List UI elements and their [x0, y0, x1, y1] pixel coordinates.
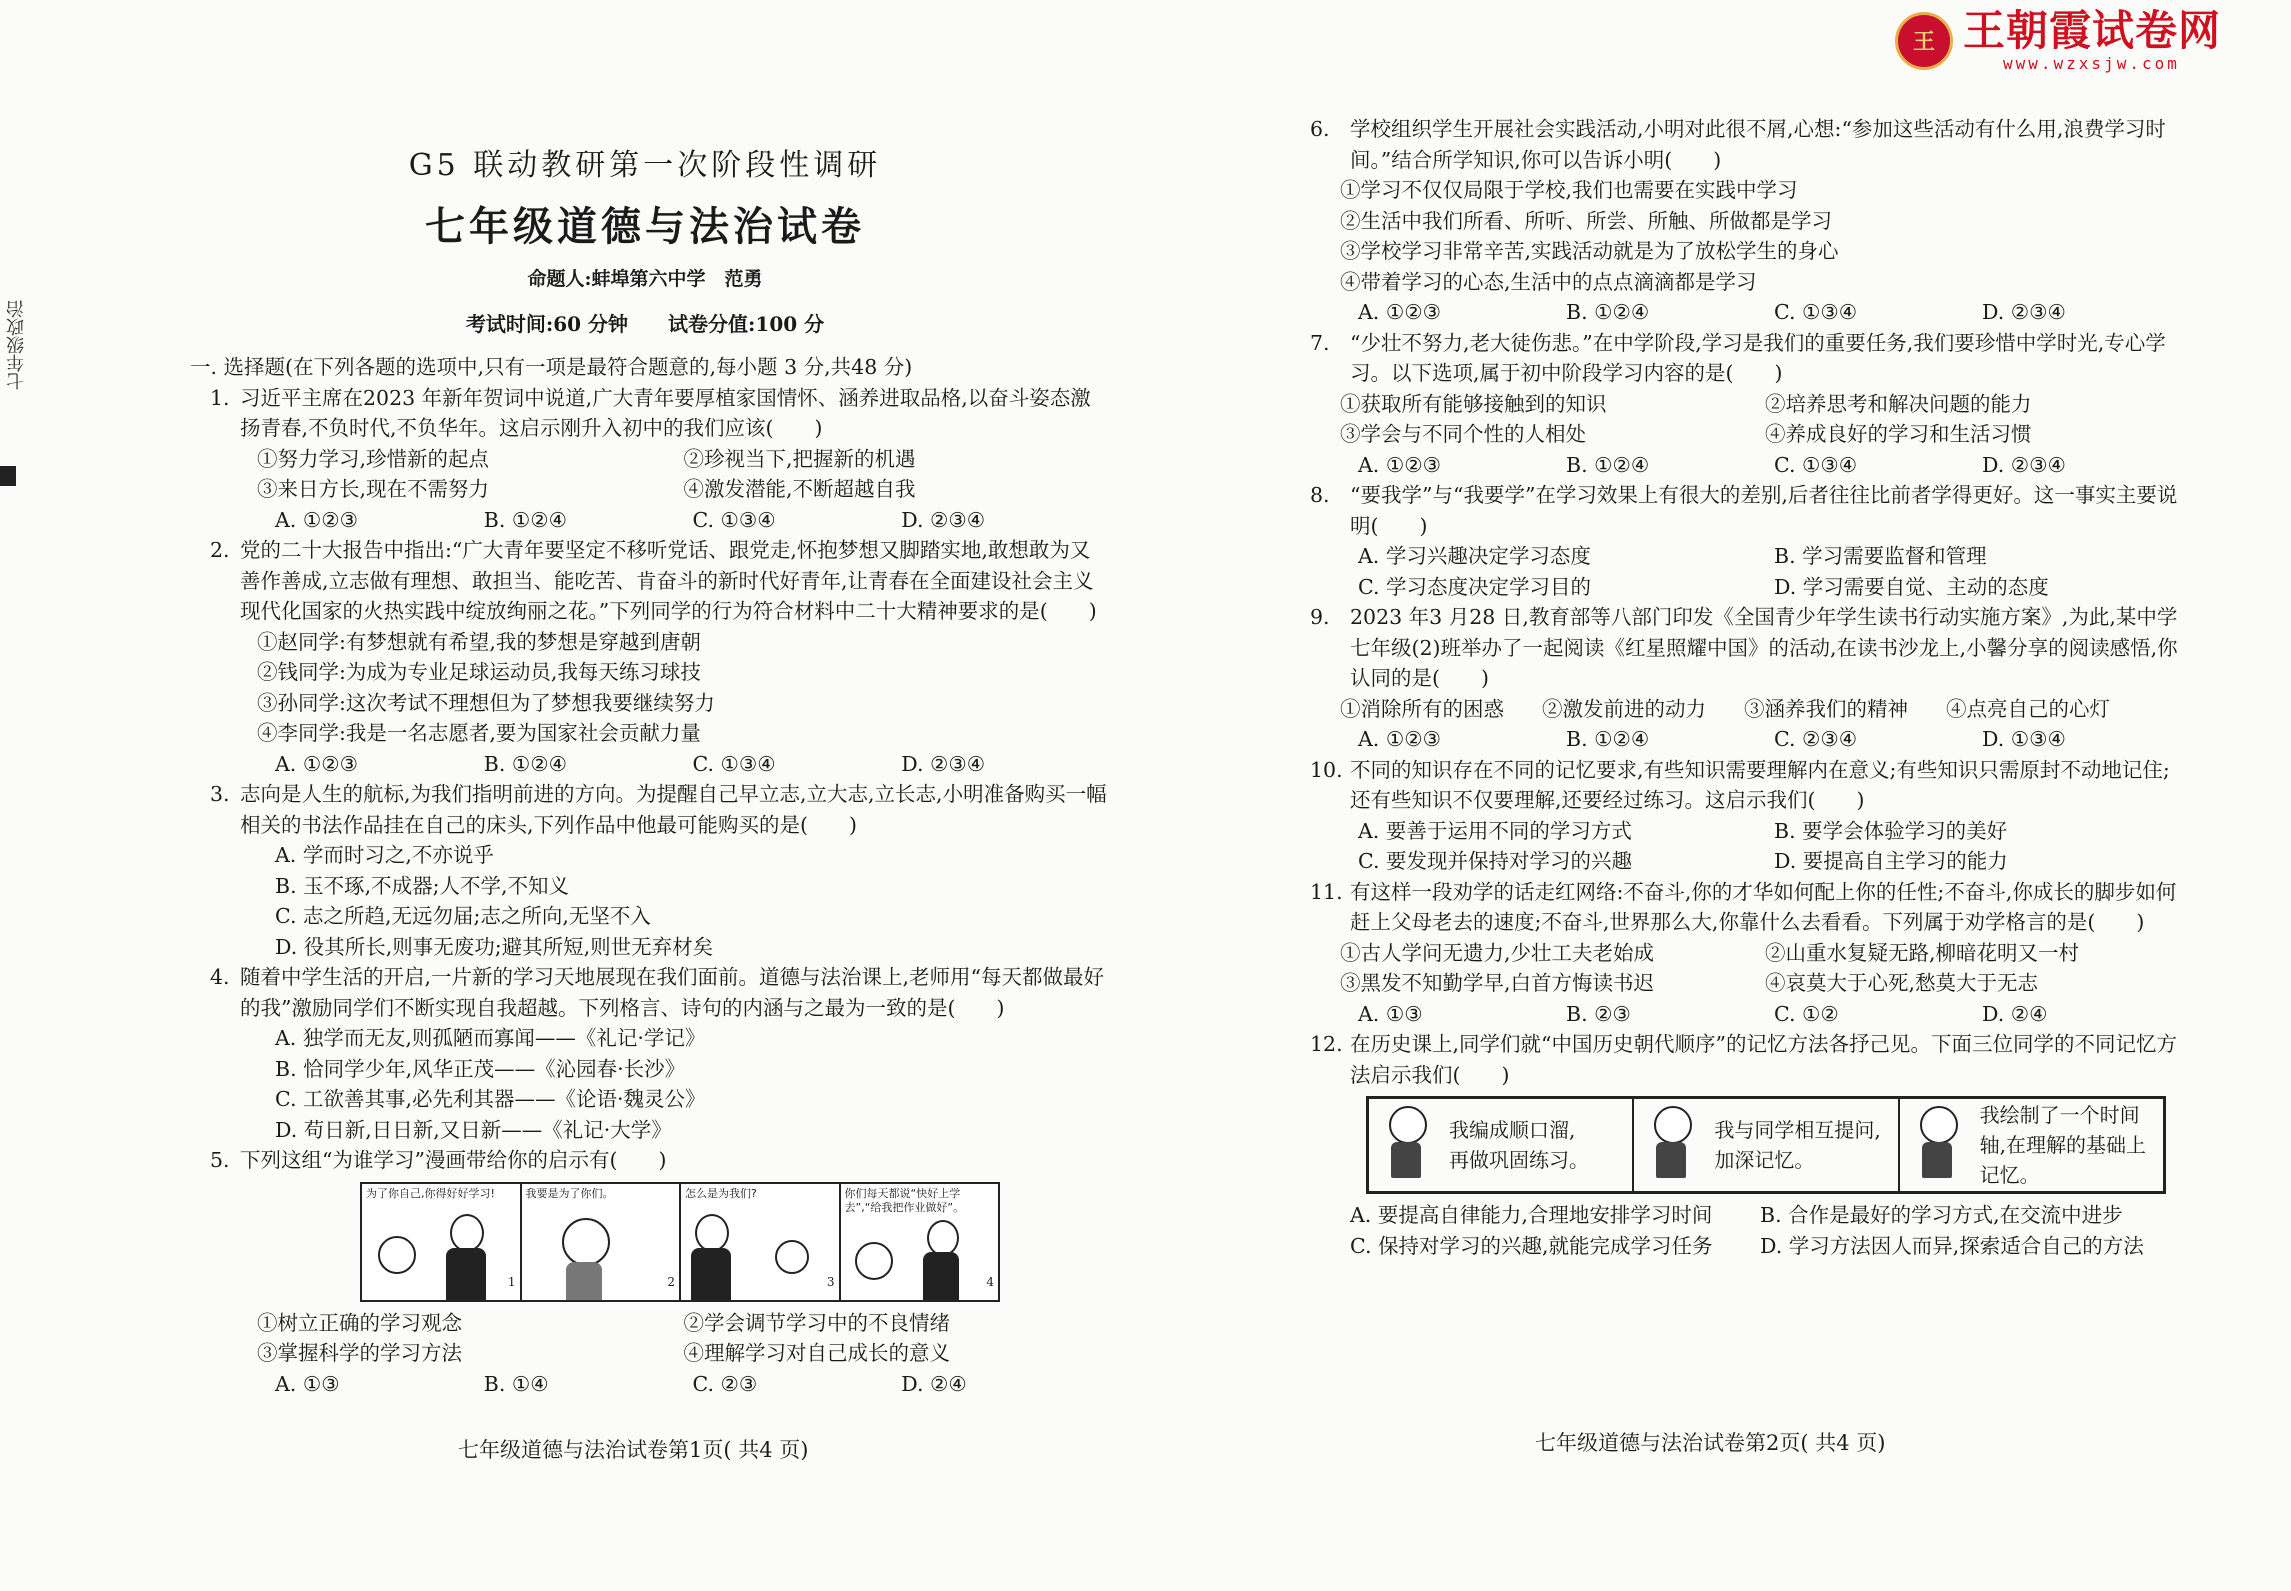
question-number: 11.: [1310, 879, 1343, 904]
question-5: [180, 1145, 1110, 1399]
option-b[interactable]: B. ①④: [483, 1371, 549, 1396]
option-d[interactable]: D. ②④: [901, 1371, 967, 1396]
speech-text: 我绘制了一个时间轴,在理解的基础上记忆。: [1979, 1103, 2147, 1187]
option-b[interactable]: B. ①②④: [1566, 452, 1650, 477]
question-stem: 习近平主席在2023 年新年贺词中说道,广大青年要厚植家国情怀、涵养进取品格,以奋斗姿态激扬青春,不负时代,不负华年。这启示刚升入初中的我们应该( ): [240, 385, 1091, 440]
statement: ①努力学习,珍惜新的起点: [257, 446, 490, 471]
statement: ①赵同学:有梦想就有希望,我的梦想是穿越到唐朝: [257, 629, 701, 654]
statement: ③掌握科学的学习方法: [257, 1341, 462, 1365]
option-b[interactable]: B. ①②④: [483, 507, 567, 532]
question-11: [1310, 877, 2190, 1030]
question-number: 2.: [210, 538, 230, 562]
option-c[interactable]: C. ②③: [692, 1371, 758, 1396]
option-a[interactable]: A. ①②③: [275, 507, 358, 532]
option-c[interactable]: C. ①③④: [1774, 300, 1858, 324]
question-stem: 下列这组“为谁学习”漫画带给你的启示有( ): [240, 1148, 667, 1172]
comic-frame-4: [841, 1184, 999, 1300]
question-number: 7.: [1310, 330, 1330, 355]
option-d[interactable]: D. ②③④: [1982, 452, 2066, 477]
option-a[interactable]: A. 要善于运用不同的学习方式: [1358, 818, 1632, 843]
question-stem: 志向是人生的航标,为我们指明前进的方向。为提醒自己早立志,立大志,立长志,小明准备购买一幅相关的书法作品挂在自己的床头,下列作品中他最可能购买的是( ): [240, 782, 1107, 837]
question-9: [1310, 602, 2190, 755]
option-d[interactable]: D. 学习需要自觉、主动的态度: [1774, 574, 2049, 599]
exam-subtitle: G5 联动教研第一次阶段性调研: [408, 148, 882, 183]
question-stem: 学校组织学生开展社会实践活动,小明对此很不屑,心想:“参加这些活动有什么用,浪费学习时间。”结合所学知识,你可以告诉小明( ): [1350, 117, 2166, 172]
statement: ④养成良好的学习和生活习惯: [1765, 422, 2032, 446]
statement: ①消除所有的困惑: [1340, 696, 1504, 721]
comic-caption: 你们每天都说“快好上学去”,“给我把作业做好”。: [844, 1186, 965, 1214]
site-logo[interactable]: [1895, 8, 2221, 73]
statement: ③来日方长,现在不需努力: [257, 477, 490, 501]
comic-caption: 为了你自己,你得好好学习!: [366, 1186, 495, 1200]
option-a[interactable]: A. ①②③: [275, 751, 358, 776]
question-stem: 有这样一段劝学的话走红网络:不奋斗,你的才华如何配上你的任性;不奋斗,你成长的脚步如何赶上父母老去的速度;不奋斗,世界那么大,你靠什么去看看。下列属于劝学格言的是( ): [1350, 879, 2177, 934]
question-3: [180, 779, 1110, 962]
option-a[interactable]: A. ①②③: [1358, 300, 1441, 324]
comic-caption: 怎么是为我们?: [685, 1186, 757, 1200]
boy-icon: [1642, 1102, 1702, 1188]
option-a[interactable]: A. 学习兴趣决定学习态度: [1358, 544, 1591, 568]
option-b[interactable]: B. ①②④: [483, 751, 567, 776]
option-a[interactable]: A. ①②③: [1358, 452, 1441, 477]
option-c[interactable]: C. ②③④: [1774, 727, 1858, 751]
option-b[interactable]: B. 恰同学少年,风华正茂——《沁园春·长沙》: [275, 1056, 686, 1081]
question-number: 6.: [1310, 117, 1330, 141]
option-d[interactable]: D. 学习方法因人而异,探索适合自己的方法: [1760, 1233, 2144, 1258]
student-icon: [1908, 1102, 1968, 1188]
question-10: [1310, 755, 2190, 877]
option-d[interactable]: D. 役其所长,则事无废功;避其所短,则世无弃材矣: [275, 934, 714, 959]
option-a[interactable]: A. 要提高自律能力,合理地安排学习时间: [1350, 1203, 1713, 1227]
statement: ③涵养我们的精神: [1744, 696, 1908, 721]
option-d[interactable]: D. ②③④: [1982, 300, 2066, 324]
comic-strip: [360, 1182, 1000, 1302]
side-subject-tag: 七年级政治: [6, 300, 27, 390]
question-number: 9.: [1310, 605, 1330, 629]
option-b[interactable]: B. 合作是最好的学习方式,在交流中进步: [1760, 1203, 2123, 1227]
binding-mark: [0, 466, 16, 486]
question-number: 12.: [1310, 1032, 1343, 1056]
page1-questions: [180, 352, 1110, 1399]
question-12: [1310, 1029, 2190, 1261]
question-8: [1310, 480, 2190, 602]
option-c[interactable]: C. 志之所趋,无远勿届;志之所向,无坚不入: [275, 904, 651, 928]
statement: ④点亮自己的心灯: [1946, 696, 2110, 721]
option-b[interactable]: B. ①②④: [1566, 727, 1650, 751]
page2-questions: [1310, 114, 2190, 1261]
question-6: [1310, 114, 2190, 328]
statement: ②钱同学:为成为专业足球运动员,我每天练习球技: [257, 660, 701, 684]
option-a[interactable]: A. 学而时习之,不亦说乎: [275, 843, 494, 867]
page-footer: 七年级道德与法治试卷第2页( 共4 页): [1535, 1431, 1886, 1455]
option-c[interactable]: C. 要发现并保持对学习的兴趣: [1358, 849, 1632, 873]
question-1: [180, 383, 1110, 536]
statement: ①获取所有能够接触到的知识: [1340, 391, 1607, 416]
statement: ④李同学:我是一名志愿者,要为国家社会贡献力量: [257, 721, 701, 745]
option-d[interactable]: D. 苟日新,日日新,又日新——《礼记·大学》: [275, 1117, 672, 1142]
question-number: 5.: [210, 1148, 230, 1172]
question-stem: 2023 年3 月28 日,教育部等八部门印发《全国青少年学生读书行动实施方案》,为此,某中学七年级(2)班举办了一起阅读《红星照耀中国》的活动,在读书沙龙上,小馨分享的阅读感悟,你认同的是( ): [1350, 605, 2178, 690]
exam-info: 考试时间:60 分钟 试卷分值:100 分: [465, 312, 825, 336]
exam-title: 七年级道德与法治试卷: [425, 204, 865, 250]
option-b[interactable]: B. 学习需要监督和管理: [1774, 544, 1987, 568]
comic-caption: 我要是为了你们。: [525, 1186, 614, 1200]
question-4: [180, 962, 1110, 1145]
option-d[interactable]: D. ①③④: [1982, 727, 2066, 751]
option-c[interactable]: C. 学习态度决定学习目的: [1358, 574, 1591, 599]
statement: ④带着学习的心态,生活中的点点滴滴都是学习: [1340, 269, 1757, 294]
statement: ④哀莫大于心死,愁莫大于无志: [1765, 971, 2039, 995]
section-heading: 一. 选择题(在下列各题的选项中,只有一项是最符合题意的,每小题 3 分,共48 分): [190, 355, 913, 379]
option-d[interactable]: D. ②③④: [901, 507, 986, 532]
option-c[interactable]: C. 工欲善其事,必先利其器——《论语·魏灵公》: [275, 1087, 706, 1111]
question-number: 10.: [1310, 757, 1343, 782]
option-c[interactable]: C. ①②: [1774, 1001, 1839, 1026]
question-stem: “要我学”与“我要学”在学习效果上有很大的差别,后者往往比前者学得更好。这一事实主要说明( ): [1350, 483, 2178, 538]
option-d[interactable]: D. ②③④: [901, 751, 986, 776]
question-stem: 不同的知识存在不同的记忆要求,有些知识需要理解内在意义;有些知识只需原封不动地记住;还有些知识不仅要理解,还要经过练习。这启示我们( ): [1350, 757, 2170, 812]
frame-number: 4: [986, 1275, 994, 1289]
statement: ③孙同学:这次考试不理想但为了梦想我要继续努力: [257, 690, 715, 715]
question-number: 4.: [210, 965, 230, 989]
option-b[interactable]: B. 玉不琢,不成器;人不学,不知义: [275, 873, 570, 898]
speech-text: 我与同学相互提问,加深记忆。: [1714, 1118, 1881, 1172]
question-2: [180, 535, 1110, 779]
option-b[interactable]: B. 要学会体验学习的美好: [1774, 818, 2008, 843]
statement: ②珍视当下,把握新的机遇: [683, 446, 916, 471]
option-a[interactable]: A. 独学而无友,则孤陋而寡闻——《礼记·学记》: [275, 1026, 706, 1050]
question-number: 8.: [1310, 483, 1330, 507]
student-method-2: [1634, 1099, 1899, 1191]
statement: ②激发前进的动力: [1542, 696, 1706, 721]
comic-frame-1: [362, 1184, 522, 1300]
statement: ③学会与不同个性的人相处: [1340, 422, 1586, 446]
exam-author: 命题人:蚌埠第六中学 范勇: [527, 268, 763, 290]
option-a[interactable]: A. ①③: [275, 1371, 340, 1396]
statement: ①古人学问无遗力,少壮工夫老始成: [1340, 940, 1655, 965]
logo-url: www.wzxsjw.com: [2003, 54, 2180, 73]
frame-number: 1: [507, 1275, 516, 1289]
frame-number: 3: [826, 1275, 835, 1289]
statement: ④理解学习对自己成长的意义: [683, 1341, 950, 1365]
statement: ②培养思考和解决问题的能力: [1765, 391, 2032, 416]
statement: ③黑发不知勤学早,白首方悔读书迟: [1340, 971, 1655, 995]
statement: ④激发潜能,不断超越自我: [683, 477, 916, 501]
student-method-3: [1900, 1099, 2163, 1191]
statement: ②山重水复疑无路,柳暗花明又一村: [1765, 940, 2080, 965]
question-stem: 党的二十大报告中指出:“广大青年要坚定不移听党话、跟党走,怀抱梦想又脚踏实地,敢想敢为又善作善成,立志做有理想、敢担当、能吃苦、肯奋斗的新时代好青年,让青春在全面建设社会主义现代化国家的火热实践中绽放绚丽之花。”下列同学的行为符合材料中二十大精神要求的是( ): [240, 538, 1097, 623]
option-a[interactable]: A. ①②③: [1358, 727, 1441, 751]
logo-name: 王朝霞试卷网: [1963, 6, 2222, 55]
question-stem: 在历史课上,同学们就“中国历史朝代顺序”的记忆方法各抒己见。下面三位同学的不同记忆方法启示我们( ): [1350, 1032, 2177, 1087]
student-method-1: [1369, 1099, 1634, 1191]
question-number: 3.: [210, 782, 230, 806]
option-a[interactable]: A. ①③: [1358, 1001, 1423, 1026]
option-d[interactable]: D. ②④: [1982, 1001, 2048, 1026]
question-stem: “少壮不努力,老大徒伤悲。”在中学阶段,学习是我们的重要任务,我们要珍惜中学时光,专心学习。以下选项,属于初中阶段学习内容的是( ): [1350, 330, 2166, 385]
girl-icon: [1377, 1102, 1437, 1188]
option-c[interactable]: C. 保持对学习的兴趣,就能完成学习任务: [1350, 1233, 1713, 1258]
frame-number: 2: [667, 1275, 675, 1289]
question-7: [1310, 328, 2190, 481]
statement: ③学校学习非常辛苦,实践活动就是为了放松学生的身心: [1340, 239, 1839, 263]
statement: ②生活中我们所看、所听、所尝、所触、所做都是学习: [1340, 208, 1832, 233]
page-footer: 七年级道德与法治试卷第1页( 共4 页): [458, 1438, 809, 1462]
option-d[interactable]: D. 要提高自主学习的能力: [1774, 849, 2008, 873]
option-c[interactable]: C. ①③④: [1774, 452, 1858, 477]
comic-frame-2: [522, 1184, 682, 1300]
logo-emblem-icon: 王: [1895, 12, 1953, 70]
option-c[interactable]: C. ①③④: [692, 507, 776, 532]
statement: ②学会调节学习中的不良情绪: [683, 1310, 950, 1335]
question-stem: 随着中学生活的开启,一片新的学习天地展现在我们面前。道德与法治课上,老师用“每天都做最好的我”激励同学们不断实现自我超越。下列格言、诗句的内涵与之最为一致的是( ): [240, 965, 1105, 1020]
option-c[interactable]: C. ①③④: [692, 751, 776, 776]
statement: ①学习不仅仅局限于学校,我们也需要在实践中学习: [1340, 178, 1798, 202]
statement: ①树立正确的学习观念: [257, 1310, 462, 1335]
speech-text: 我编成顺口溜,再做巩固练习。: [1449, 1118, 1589, 1172]
option-b[interactable]: B. ①②④: [1566, 300, 1650, 324]
methods-illustration: [1366, 1096, 2166, 1194]
comic-frame-3: [681, 1184, 841, 1300]
question-number: 1.: [210, 385, 230, 410]
option-b[interactable]: B. ②③: [1566, 1001, 1631, 1026]
